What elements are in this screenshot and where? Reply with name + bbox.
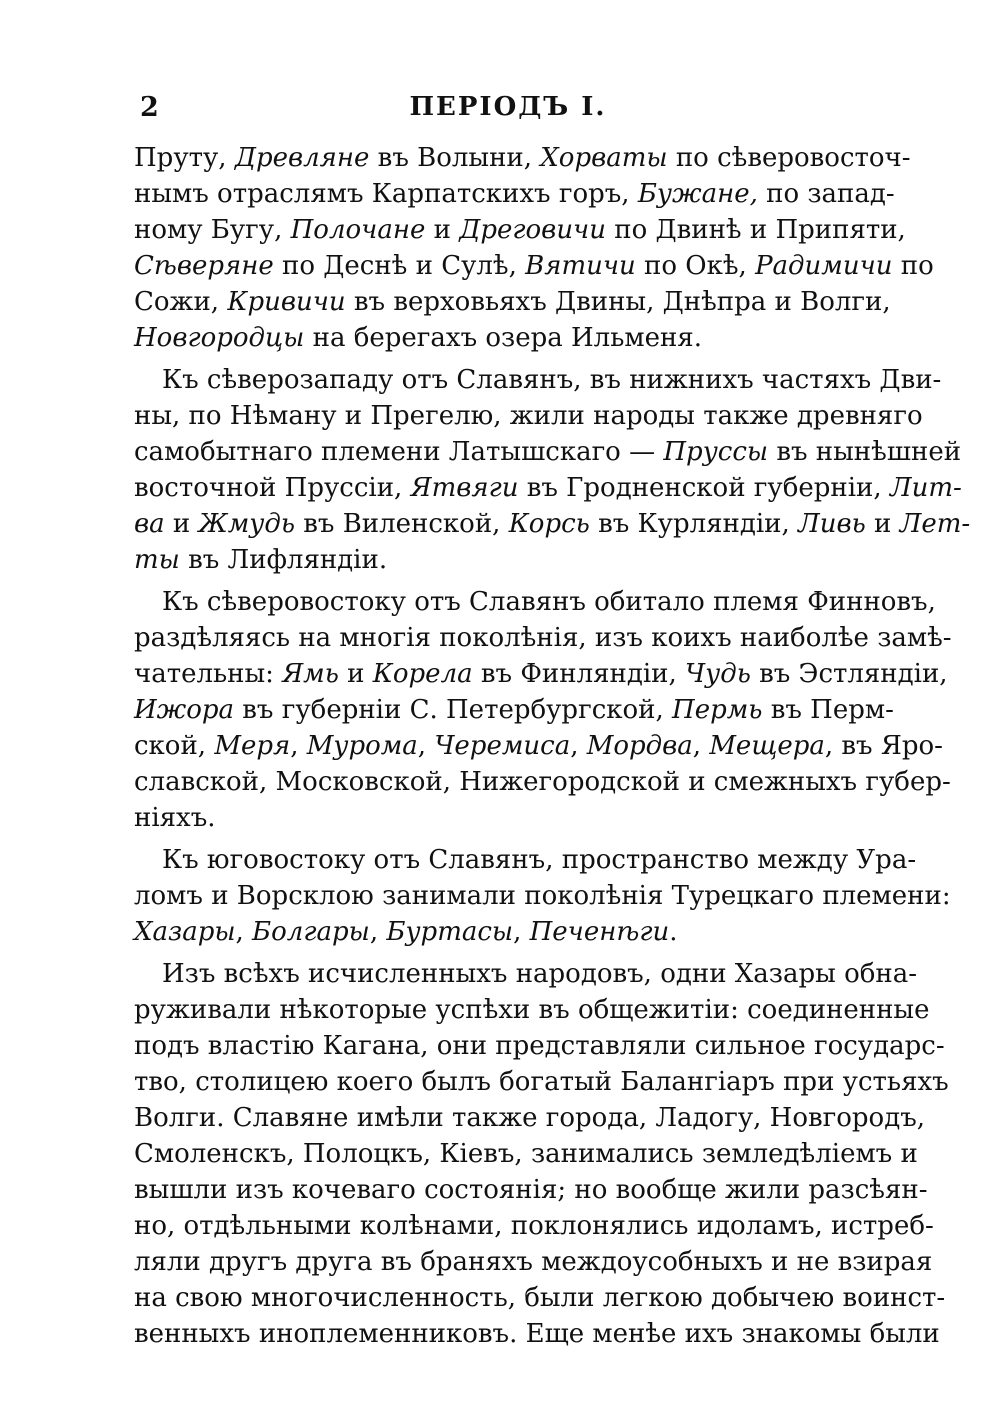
text-line: [134, 542, 880, 578]
text-line: [134, 584, 936, 620]
text-line: [134, 1316, 940, 1352]
text-run: ,: [235, 917, 253, 947]
text-run: по Двинѣ и Припяти,: [605, 215, 906, 245]
paragraph: [134, 842, 951, 950]
text-run: и: [425, 215, 460, 245]
text-run: по: [892, 251, 934, 281]
italic-name: Болгары: [252, 917, 370, 947]
text-line: [134, 692, 894, 728]
text-run: восточной Пруссіи,: [134, 473, 411, 503]
text-run: раздѣляясь на многія поколѣнія, изъ коихъ наиболѣе замѣ-: [134, 623, 952, 653]
text-run: въ Виленской,: [294, 509, 509, 539]
italic-name: Ижора: [134, 695, 235, 725]
text-run: въ Перм-: [762, 695, 894, 725]
text-run: самобытнаго племени Латышскаго —: [134, 437, 664, 467]
text-run: въ Гродненской губерніи,: [518, 473, 890, 503]
italic-name: Корела: [372, 659, 473, 689]
italic-name: ты: [134, 545, 180, 575]
text-line: [134, 1100, 926, 1136]
italic-name: Бужане,: [637, 179, 758, 209]
text-run: по Окѣ,: [635, 251, 756, 281]
italic-name: Мордва: [586, 731, 693, 761]
text-run: на свою многочисленность, были легкою добычею воинст-: [134, 1283, 946, 1313]
italic-name: Пруссы: [663, 437, 769, 467]
text-run: въ верховьяхъ Двины, Днѣпра и Волги,: [345, 287, 891, 317]
text-run: чательны:: [134, 659, 283, 689]
text-run: ному Бугу,: [134, 215, 291, 245]
italic-name: Меря: [214, 731, 291, 761]
text-line: [134, 398, 923, 434]
text-line: [134, 842, 917, 878]
text-run: въ губерніи С. Петербургской,: [234, 695, 673, 725]
italic-name: Корсь: [508, 509, 590, 539]
text-run: ,: [513, 917, 530, 947]
italic-name: Дреговичи: [459, 215, 606, 245]
italic-name: Печенѣги: [529, 917, 670, 947]
text-line: [134, 506, 971, 542]
text-run: ,: [692, 731, 710, 761]
body-text: [134, 140, 971, 1358]
text-run: ,: [369, 917, 387, 947]
text-run: ской,: [134, 731, 215, 761]
text-run: въ Эстляндіи,: [750, 659, 948, 689]
italic-name: Радимичи: [755, 251, 893, 281]
paragraph: [134, 584, 952, 836]
text-run: по сѣверовосточ-: [667, 143, 911, 173]
text-line: [134, 248, 934, 284]
text-run: ,: [417, 731, 435, 761]
italic-name: Вятичи: [525, 251, 636, 281]
text-run: въ Курляндіи,: [589, 509, 799, 539]
text-line: [134, 800, 880, 836]
text-line: [134, 470, 962, 506]
text-line: [134, 320, 880, 356]
italic-name: Новгородцы: [134, 323, 305, 353]
italic-name: ва: [134, 509, 165, 539]
paragraph: [134, 956, 949, 1352]
italic-name: Мурома: [306, 731, 418, 761]
text-line: [134, 620, 952, 656]
text-line: [134, 764, 951, 800]
text-line: [134, 992, 930, 1028]
text-line: [134, 434, 962, 470]
italic-name: Полочане: [290, 215, 426, 245]
paragraph: [134, 140, 934, 356]
italic-name: Хазары: [134, 917, 236, 947]
italic-name: Чудь: [685, 659, 751, 689]
text-run: .: [669, 917, 678, 947]
text-run: Къ юговостоку отъ Славянъ, пространство между Ура-: [162, 845, 917, 875]
text-line: [134, 284, 891, 320]
text-line: [134, 728, 943, 764]
text-run: и: [338, 659, 373, 689]
text-run: въ Финляндіи,: [472, 659, 686, 689]
text-run: по Деснѣ и Сулѣ,: [273, 251, 526, 281]
text-run: и: [865, 509, 900, 539]
text-line: [134, 956, 918, 992]
text-run: но, отдѣльными колѣнами, поклонялись идоламъ, истреб-: [134, 1211, 934, 1241]
page-number: 2: [140, 92, 159, 123]
text-run: Пруту,: [134, 143, 235, 173]
italic-name: Мещера: [709, 731, 825, 761]
text-run: по запад-: [757, 179, 895, 209]
page-header: [136, 92, 880, 132]
text-run: вышли изъ кочеваго состоянія; но вообще жили разсѣян-: [134, 1175, 928, 1205]
running-head: ПЕРІОДЪ I.: [409, 92, 607, 122]
text-run: ляли другъ друга въ браняхъ междоусобныхъ и не взирая: [134, 1247, 933, 1277]
italic-name: Черемиса: [434, 731, 571, 761]
text-line: [134, 878, 951, 914]
italic-name: Лит-: [889, 473, 962, 503]
text-run: ,: [290, 731, 307, 761]
italic-name: Древляне: [234, 143, 370, 173]
text-line: [134, 1208, 934, 1244]
text-run: въ Лифляндіи.: [179, 545, 388, 575]
italic-name: Ямь: [282, 659, 339, 689]
text-line: [134, 1064, 949, 1100]
text-run: ,: [570, 731, 587, 761]
text-line: [134, 1028, 945, 1064]
text-run: Сожи,: [134, 287, 228, 317]
text-line: [134, 914, 880, 950]
text-run: Изъ всѣхъ исчисленныхъ народовъ, одни Хазары обна-: [162, 959, 918, 989]
italic-name: Хорваты: [540, 143, 668, 173]
italic-name: Лет-: [899, 509, 971, 539]
text-line: [134, 362, 942, 398]
text-run: Волги. Славяне имѣли также города, Ладогу, Новгородъ,: [134, 1103, 926, 1133]
text-line: [134, 656, 948, 692]
text-run: тво, столицею коего былъ богатый Балангіаръ при устьяхъ: [134, 1067, 949, 1097]
text-run: Къ сѣверозападу отъ Славянъ, въ нижнихъ частяхъ Дви-: [162, 365, 942, 395]
text-run: Къ сѣверовостоку отъ Славянъ обитало племя Финновъ,: [162, 587, 936, 617]
text-run: ніяхъ.: [134, 803, 216, 833]
italic-name: Ятвяги: [410, 473, 519, 503]
italic-name: Жмудь: [198, 509, 295, 539]
paragraph: [134, 362, 971, 578]
text-run: Смоленскъ, Полоцкъ, Кіевъ, занимались земледѣліемъ и: [134, 1139, 918, 1169]
text-line: [134, 1136, 918, 1172]
text-run: въ нынѣшней: [768, 437, 962, 467]
text-line: [134, 1172, 928, 1208]
text-run: ломъ и Ворсклою занимали поколѣнія Турецкаго племени:: [134, 881, 951, 911]
text-run: и: [164, 509, 199, 539]
text-run: славской, Московской, Нижегородской и смежныхъ губер-: [134, 767, 951, 797]
text-line: [134, 140, 911, 176]
text-run: , въ Яро-: [824, 731, 943, 761]
text-run: въ Волыни,: [369, 143, 541, 173]
text-run: подъ властію Кагана, они представляли сильное государс-: [134, 1031, 945, 1061]
italic-name: Пермь: [672, 695, 763, 725]
italic-name: Сѣверяне: [134, 251, 274, 281]
italic-name: Буртасы: [386, 917, 514, 947]
italic-name: Ливь: [798, 509, 866, 539]
text-run: на берегахъ озера Ильменя.: [304, 323, 702, 353]
text-line: [134, 212, 906, 248]
text-run: руживали нѣкоторые успѣхи въ общежитіи: соединенные: [134, 995, 930, 1025]
text-line: [134, 1280, 946, 1316]
text-run: нымъ отраслямъ Карпатскихъ горъ,: [134, 179, 638, 209]
text-line: [134, 1244, 933, 1280]
italic-name: Кривичи: [227, 287, 346, 317]
text-line: [134, 176, 895, 212]
text-run: венныхъ иноплеменниковъ. Еще менѣе ихъ знакомы были: [134, 1319, 940, 1349]
text-run: ны, по Нѣману и Прегелю, жили народы также древняго: [134, 401, 923, 431]
